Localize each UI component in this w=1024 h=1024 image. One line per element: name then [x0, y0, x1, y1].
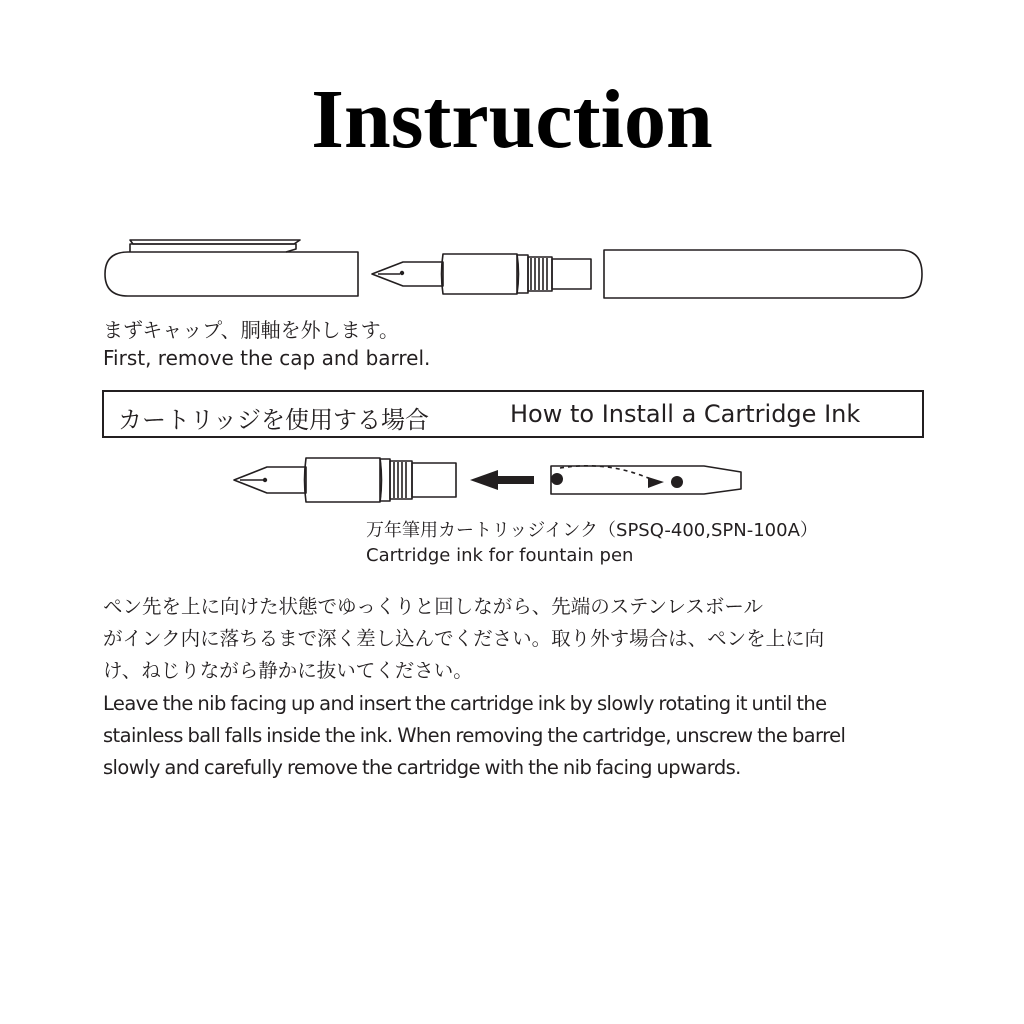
- instruction-line: け、ねじりながら静かに抜いてください。: [103, 659, 473, 682]
- dashed-arrow-head-icon: [648, 477, 664, 488]
- instructions-english: [103, 688, 933, 784]
- cartridge-label-japanese: 万年筆用カートリッジインク（SPSQ-400,SPN-100A）: [366, 520, 818, 541]
- nib-breather-hole-icon: [263, 478, 267, 482]
- page-title: Instruction: [311, 73, 713, 166]
- instruction-line: slowly and carefully remove the cartridge with the nib facing upwards.: [103, 756, 741, 779]
- nib-section-step2-illustration: [234, 458, 456, 502]
- insert-arrow-icon: [470, 470, 534, 490]
- section-heading-english: How to Install a Cartridge Ink: [510, 400, 861, 428]
- step1-english-text: First, remove the cap and barrel.: [103, 346, 431, 370]
- pen-nib-section-illustration: [372, 254, 591, 294]
- nib-breather-hole-icon: [400, 271, 404, 275]
- instructions-japanese: [103, 591, 933, 687]
- section-heading-japanese: カートリッジを使用する場合: [118, 406, 430, 434]
- instruction-line: がインク内に落ちるまで深く差し込んでください。取り外す場合は、ペンを上に向: [103, 627, 825, 650]
- instruction-line: Leave the nib facing up and insert the cartridge ink by slowly rotating it until the: [103, 692, 827, 715]
- stainless-ball-icon: [671, 476, 683, 488]
- pen-cap-illustration: [105, 240, 358, 296]
- cartridge-illustration: [551, 466, 741, 494]
- stainless-ball-icon: [551, 473, 563, 485]
- pen-barrel-illustration: [604, 250, 922, 298]
- step1-japanese-text: まずキャップ、胴軸を外します。: [103, 318, 399, 342]
- instruction-line: ペン先を上に向けた状態でゆっくりと回しながら、先端のステンレスボール: [103, 595, 763, 618]
- cartridge-label-english: Cartridge ink for fountain pen: [366, 545, 634, 566]
- instruction-line: stainless ball falls inside the ink. When removing the cartridge, unscrew the barrel: [103, 724, 846, 747]
